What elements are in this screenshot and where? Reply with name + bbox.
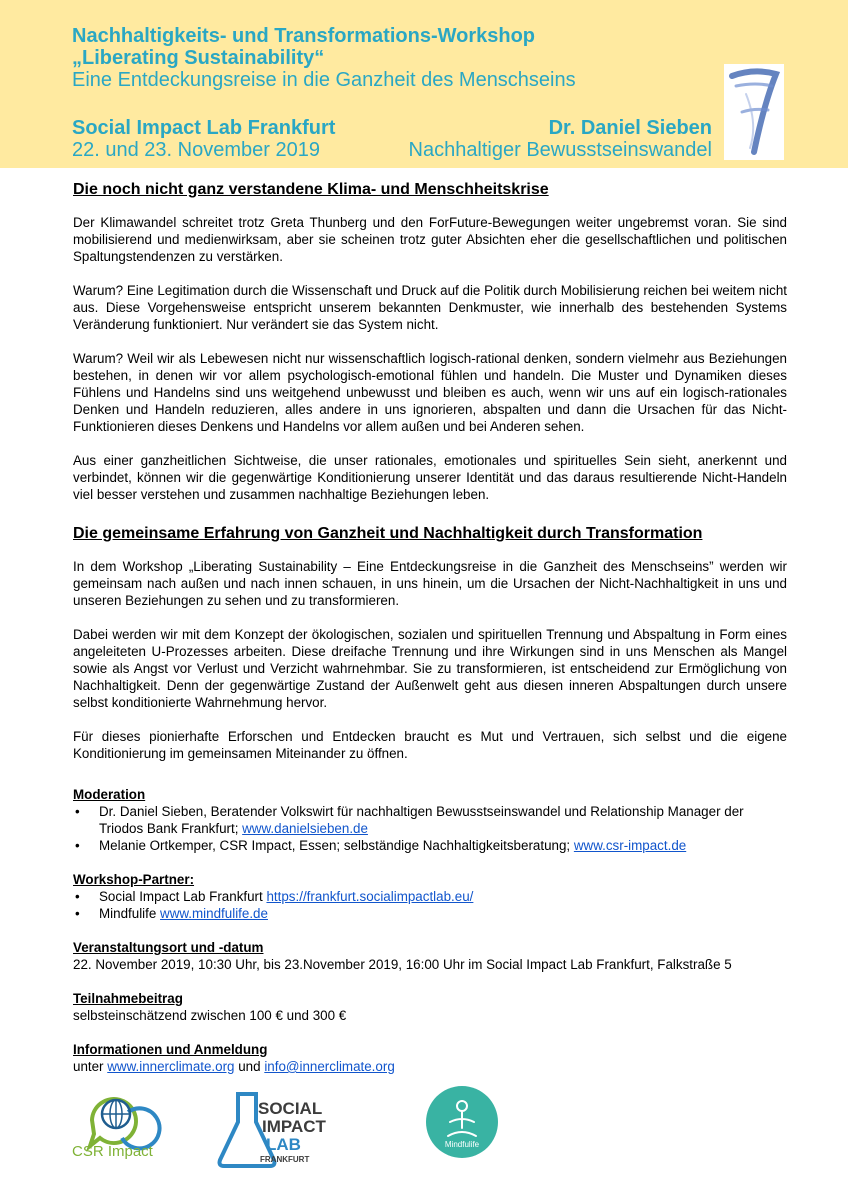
info-prefix: unter <box>73 1059 108 1074</box>
workshop-title: Nachhaltigkeits- und Transformations-Workshop <box>72 25 536 47</box>
header-banner <box>0 0 848 168</box>
sil-line-4: FRANKFURT <box>260 1155 310 1164</box>
danielsieben-link[interactable]: www.danielsieben.de <box>242 821 368 836</box>
author-name: Dr. Daniel Sieben <box>548 117 712 139</box>
seven-logo <box>724 64 784 160</box>
info-text <box>73 1058 787 1075</box>
mindfulife-logo <box>426 1086 498 1158</box>
section2-paragraph-2: Dabei werden wir mit dem Konzept der ökologischen, sozialen und spirituellen Trennung und Abspaltung in Form eines angeleiteten U-Prozesses arbeiten. Diese dreifache Trennung und ihre Wirkungen sind in uns Menschen als Mangel sowie als Angst vor Verlust und Verzicht wahrnehmbar. Sie zu transformieren, ist entscheidend zur Ermöglichung von Nachhaltigkeit. Denn der gegenwärtige Zustand der Außenwelt geht aus diesen inneren Abspaltungen durch unsere selbst konditionierte Wahrnehmung hervor. <box>73 627 787 710</box>
sil-line-1: SOCIAL <box>258 1099 323 1118</box>
venue-date-label: Veranstaltungsort und -datum <box>73 940 264 955</box>
partners-list <box>73 888 787 922</box>
workshop-subtitle: „Liberating Sustainability“ <box>72 47 325 69</box>
mindfulife-logo-text: Mindfulife <box>444 1140 480 1149</box>
partners-label: Workshop-Partner: <box>73 872 195 887</box>
author-subtitle: Nachhaltiger Bewusstseinswandel <box>408 139 712 161</box>
moderation-item-2-text: Melanie Ortkemper, CSR Impact, Essen; selbständige Nachhaltigkeitsberatung; <box>99 838 574 853</box>
fee-text: selbsteinschätzend zwischen 100 € und 300 € <box>73 1008 347 1023</box>
section2-paragraph-3: Für dieses pionierhafte Erforschen und Entdecken braucht es Mut und Vertrauen, sich selbst und die eigene Konditionierung im gemeinsamen Miteinander zu öffnen. <box>73 729 787 761</box>
document-body <box>73 180 787 1075</box>
section1-paragraph-3: Warum? Weil wir als Lebewesen nicht nur wissenschaftlich logisch-rational denken, sondern vielmehr aus Beziehungen bestehen, in denen wir vor allem psychologisch-emotional fühlen und handeln. Die Muster und Dynamiken dieses Fühlens und Handelns sind uns weitgehend unbewusst und bleiben es auch, wenn wir uns auf ein logisch-rationales Denken und Handeln reduzieren, alles andere in uns ignorieren, abspalten und dann die Ursachen für das Nicht-Funktionieren dieses Denkens und Handelns vor allem außen und bei Anderen sehen. <box>73 351 787 434</box>
list-item <box>73 888 787 905</box>
csr-impact-logo <box>72 1099 160 1160</box>
seven-logo-icon <box>724 64 784 160</box>
section1-paragraph-4: Aus einer ganzheitlichen Sichtweise, die unser rationales, emotionales und spirituelles Sein sieht, anerkennt und verbindet, können wir die gegenwärtige Konditionierung unserer Identität und das daraus resultierende Nicht-Handeln viel besser verstehen und zusammen nachhaltige Beziehungen leben. <box>73 453 787 502</box>
csr-logo-text: CSR Impact <box>72 1143 153 1160</box>
csr-impact-link[interactable]: www.csr-impact.de <box>573 838 687 853</box>
innerclimate-email-link[interactable]: info@innerclimate.org <box>264 1059 395 1074</box>
innerclimate-link[interactable]: www.innerclimate.org <box>107 1059 235 1074</box>
sil-line-2: IMPACT <box>262 1117 326 1136</box>
list-item <box>73 905 787 922</box>
venue-date-text: 22. November 2019, 10:30 Uhr, bis 23.November 2019, 16:00 Uhr im Social Impact Lab Frankfurt, Falkstraße 5 <box>73 957 732 972</box>
moderation-item-1-text: Dr. Daniel Sieben, Beratender Volkswirt für nachhaltigen Bewusstseinswandel und Relationship Manager der Triodos Bank Frankfurt; <box>99 804 744 836</box>
social-impact-lab-logo <box>220 1094 327 1166</box>
socialimpactlab-link[interactable]: https://frankfurt.socialimpactlab.eu/ <box>266 889 474 904</box>
workshop-dates: 22. und 23. November 2019 <box>72 139 320 161</box>
partner-1-text: Social Impact Lab Frankfurt <box>99 889 267 904</box>
info-mid: und <box>234 1059 265 1074</box>
partner-2-text: Mindfulife <box>99 906 161 921</box>
section2-paragraph-1: In dem Workshop „Liberating Sustainability – Eine Entdeckungsreise in die Ganzheit des Menschseins” werden wir gemeinsam nach außen und nach innen schauen, in uns hinein, um die Ursachen der Nicht-Nachhaltigkeit in uns und unseren Beziehungen zu sehen und zu transformieren. <box>73 559 787 608</box>
workshop-tagline: Eine Entdeckungsreise in die Ganzheit des Menschseins <box>72 69 576 91</box>
mindfulife-link[interactable]: www.mindfulife.de <box>160 906 268 921</box>
section1-paragraph-2: Warum? Eine Legitimation durch die Wissenschaft und Druck auf die Politik durch Mobilisierung reichen bei weitem nicht aus. Diese Vorgehensweise entspricht unserem bekannten Denkmuster, wie innerhalb des bestehenden Systems Veränderung funktioniert. Nur verändert sie das System nicht. <box>73 283 788 332</box>
moderation-label: Moderation <box>73 787 146 802</box>
list-item <box>73 837 787 854</box>
section1-paragraph-1: Der Klimawandel schreitet trotz Greta Thunberg und den ForFuture-Bewegungen weiter ungebremst voran. Sie sind mobilisierend und medienwirksam, aber sie scheinen trotz guter Absichten eher die gesellschaftlichen und politischen Spaltungstendenzen zu verstärken. <box>73 215 787 264</box>
fee-label: Teilnahmebeitrag <box>73 991 183 1006</box>
section1-heading: Die noch nicht ganz verstandene Klima- und Menschheitskrise <box>73 181 549 198</box>
partner-logos <box>70 1082 790 1182</box>
section2-heading: Die gemeinsame Erfahrung von Ganzheit und Nachhaltigkeit durch Transformation <box>73 525 703 542</box>
venue-name: Social Impact Lab Frankfurt <box>72 117 336 139</box>
list-item <box>73 803 787 837</box>
moderation-list <box>73 803 787 854</box>
info-label: Informationen und Anmeldung <box>73 1042 268 1057</box>
sil-line-3: LAB <box>266 1135 301 1154</box>
